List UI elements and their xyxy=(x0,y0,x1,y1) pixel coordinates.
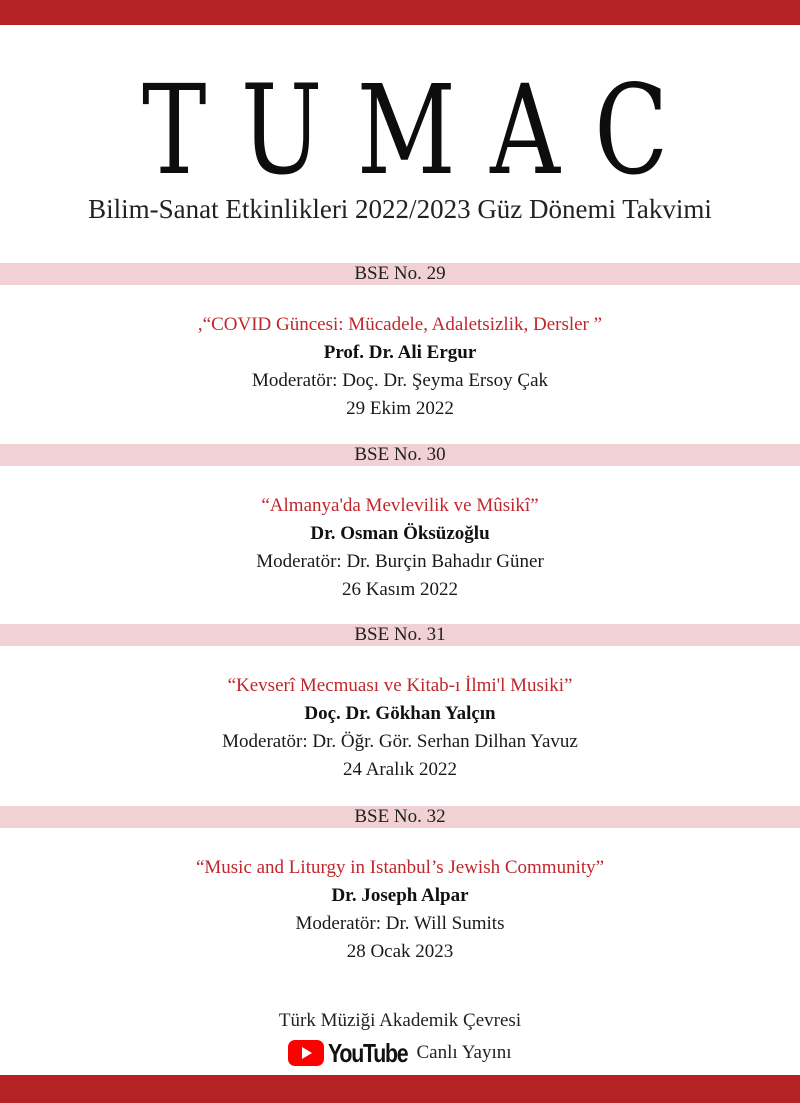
event-title: “Kevserî Mecmuası ve Kitab-ı İlmi'l Musiki” xyxy=(227,675,573,696)
logo-wordmark: TUMAC xyxy=(141,59,703,203)
top-red-bar xyxy=(0,0,800,25)
event-speaker: Dr. Osman Öksüzoğlu xyxy=(310,523,490,544)
event-details xyxy=(0,466,800,604)
event-date: 29 Ekim 2022 xyxy=(346,398,454,419)
live-stream-label: Canlı Yayını xyxy=(416,1042,512,1063)
footer xyxy=(0,1008,800,1070)
organization-name: Türk Müziği Akademik Çevresi xyxy=(278,1010,522,1031)
event-moderator: Moderatör: Doç. Dr. Şeyma Ersoy Çak xyxy=(251,370,549,391)
event-date: 24 Aralık 2022 xyxy=(343,759,457,780)
youtube-wordmark: YouTube xyxy=(328,1037,408,1068)
event-speaker: Dr. Joseph Alpar xyxy=(331,885,469,906)
event-number-band: BSE No. 29 xyxy=(0,263,800,285)
event-title: “Music and Liturgy in Istanbul’s Jewish Community” xyxy=(195,857,605,878)
event-block xyxy=(0,263,800,423)
live-stream-info xyxy=(0,1036,800,1070)
event-details xyxy=(0,828,800,966)
logo xyxy=(0,59,800,203)
event-speaker: Prof. Dr. Ali Ergur xyxy=(323,342,477,363)
event-title: ,“COVID Güncesi: Mücadele, Adaletsizlik, Dersler ” xyxy=(197,314,603,335)
event-date: 26 Kasım 2022 xyxy=(341,579,459,600)
event-details xyxy=(0,646,800,784)
event-date: 28 Ocak 2023 xyxy=(346,941,454,962)
event-number-band: BSE No. 31 xyxy=(0,624,800,646)
event-moderator: Moderatör: Dr. Will Sumits xyxy=(295,913,505,934)
event-speaker: Doç. Dr. Gökhan Yalçın xyxy=(304,703,496,724)
page-subtitle: Bilim-Sanat Etkinlikleri 2022/2023 Güz Dönemi Takvimi xyxy=(88,194,712,224)
event-number-band: BSE No. 32 xyxy=(0,806,800,828)
youtube-play-icon xyxy=(288,1040,324,1066)
event-block xyxy=(0,806,800,966)
event-moderator: Moderatör: Dr. Öğr. Gör. Serhan Dilhan Yavuz xyxy=(222,731,578,752)
bottom-red-bar xyxy=(0,1075,800,1103)
event-block xyxy=(0,444,800,604)
event-block xyxy=(0,624,800,784)
event-number-band: BSE No. 30 xyxy=(0,444,800,466)
event-details xyxy=(0,285,800,423)
event-title: “Almanya'da Mevlevilik ve Mûsikî” xyxy=(261,495,539,516)
event-moderator: Moderatör: Dr. Burçin Bahadır Güner xyxy=(256,551,544,572)
